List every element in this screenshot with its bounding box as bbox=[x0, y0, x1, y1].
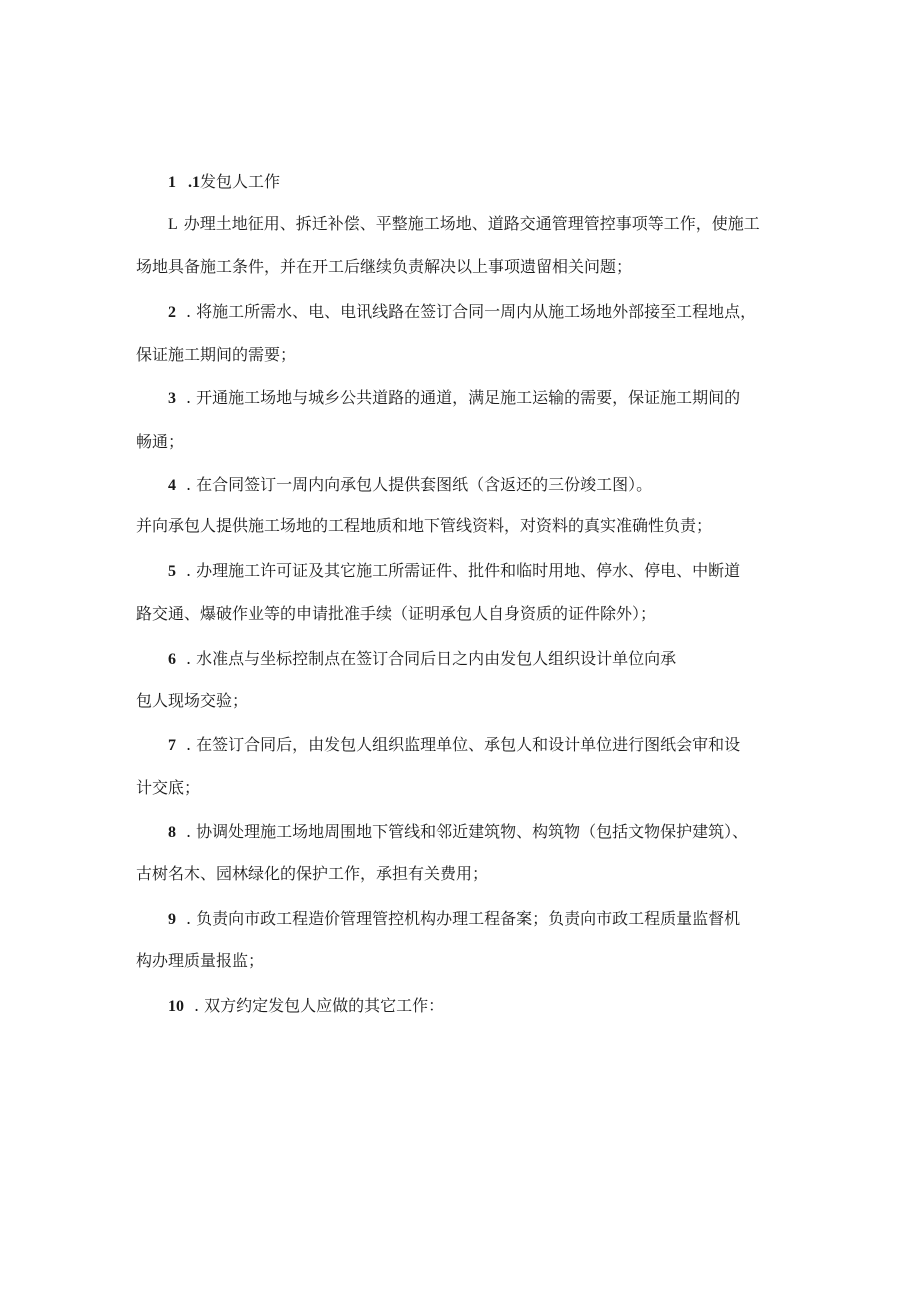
list-item-line bbox=[136, 516, 712, 536]
item-number: 4 bbox=[168, 477, 176, 494]
item-text: . 水准点与坐标控制点在签订合同后日之内由发包人组织设计单位向承 bbox=[186, 649, 677, 668]
item-text: 计交底； bbox=[136, 778, 201, 797]
list-item-line bbox=[136, 345, 296, 365]
list-item-line bbox=[136, 691, 248, 711]
item-text: 场地具备施工条件，并在开工后继续负责解决以上事项遗留相关问题； bbox=[136, 257, 633, 276]
item-text: . 在合同签订一周内向承包人提供套图纸（含返还的三份竣工图）。 bbox=[186, 475, 653, 494]
item-number: 3 bbox=[168, 390, 176, 407]
item-text: . 在签订合同后，由发包人组织监理单位、承包人和设计单位进行图纸会审和设 bbox=[186, 735, 741, 754]
item-number: 7 bbox=[168, 737, 176, 754]
item-number: 10 bbox=[168, 998, 184, 1015]
list-item-line bbox=[136, 432, 184, 452]
item-text: 构办理质量报监； bbox=[136, 951, 265, 970]
item-text: 保证施工期间的需要； bbox=[136, 345, 297, 364]
list-item-line bbox=[168, 214, 760, 234]
item-text: . 负责向市政工程造价管理管控机构办理工程备案；负责向市政工程质量监督机 bbox=[186, 909, 741, 928]
list-item-line bbox=[136, 864, 488, 884]
list-item-line bbox=[168, 561, 740, 581]
list-item-line bbox=[168, 996, 444, 1016]
list-item-line bbox=[136, 951, 264, 971]
list-item-line bbox=[168, 388, 740, 408]
list-item-line bbox=[168, 475, 652, 495]
list-item-line bbox=[168, 302, 756, 322]
item-number: 8 bbox=[168, 824, 176, 841]
list-item-line bbox=[168, 909, 740, 929]
list-item-line bbox=[136, 257, 632, 277]
section-heading bbox=[168, 172, 280, 192]
item-number: 9 bbox=[168, 911, 176, 928]
list-item-line bbox=[136, 604, 656, 624]
section-title: 发包人工作 bbox=[200, 172, 281, 191]
list-item-line bbox=[136, 778, 200, 798]
section-sub-number: .1 bbox=[188, 174, 200, 191]
item-text: 古树名木、园林绿化的保护工作，承担有关费用； bbox=[136, 864, 489, 883]
item-text: . 将施工所需水、电、电讯线路在签订合同一周内从施工场地外部接至工程地点， bbox=[186, 302, 757, 321]
item-text: 路交通、爆破作业等的申请批准手续（证明承包人自身资质的证件除外）； bbox=[136, 604, 657, 623]
item-number: 6 bbox=[168, 651, 176, 668]
list-item-line bbox=[168, 735, 740, 755]
item-number: 5 bbox=[168, 563, 176, 580]
item-text: 办理土地征用、拆迁补偿、平整施工场地、道路交通管理管控事项等工作，使施工 bbox=[183, 214, 760, 233]
item-text: . 双方约定发包人应做的其它工作： bbox=[194, 996, 445, 1015]
list-item-line bbox=[168, 649, 676, 669]
item-text: 包人现场交验； bbox=[136, 691, 249, 710]
section-number: 1 bbox=[168, 174, 176, 191]
item-text: 畅通； bbox=[136, 432, 185, 451]
item-text: 并向承包人提供施工场地的工程地质和地下管线资料，对资料的真实准确性负责； bbox=[136, 516, 713, 535]
item-number: 2 bbox=[168, 304, 176, 321]
item-text: . 开通施工场地与城乡公共道路的通道，满足施工运输的需要，保证施工期间的 bbox=[186, 388, 741, 407]
list-item-line bbox=[168, 822, 748, 842]
item-marker: L bbox=[168, 216, 178, 233]
item-text: . 办理施工许可证及其它施工所需证件、批件和临时用地、停水、停电、中断道 bbox=[186, 561, 741, 580]
item-text: . 协调处理施工场地周围地下管线和邻近建筑物、构筑物（包括文物保护建筑）、 bbox=[186, 822, 749, 841]
